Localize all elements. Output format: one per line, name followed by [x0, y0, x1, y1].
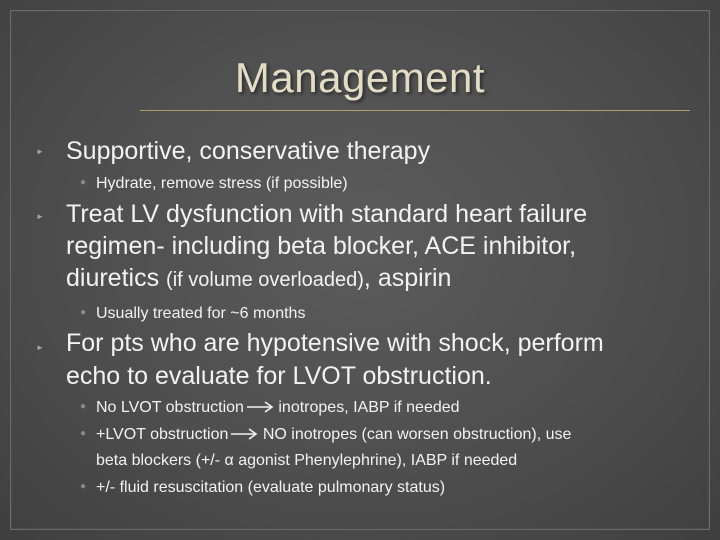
dot-bullet-icon: ● [80, 401, 87, 412]
bullet-3-sub-2 [96, 424, 696, 445]
bullet-2-line-3-b: (if volume overloaded) [166, 269, 364, 291]
slide-title: Management [234, 54, 486, 101]
dot-bullet-icon: ● [80, 307, 87, 318]
dot-bullet-icon: ● [80, 481, 87, 492]
bullet-3-sub-1-a: No LVOT obstruction [96, 399, 244, 416]
bullet-2-line-3-c: , aspirin [363, 264, 452, 292]
arrow-bullet-icon: ► [36, 147, 44, 156]
bullet-2-line-3 [66, 263, 696, 295]
arrow-bullet-icon: ► [36, 343, 44, 352]
arrow-right-icon [246, 401, 274, 413]
arrow-bullet-icon: ► [36, 212, 44, 221]
bullet-2-line-3-a: diuretics [66, 264, 167, 292]
arrow-right-icon [230, 428, 258, 440]
dot-bullet-icon: ● [80, 428, 87, 439]
bullet-3-sub-1-b: inotropes, IABP if needed [273, 399, 460, 416]
bullet-3-sub-2-line-2: beta blockers (+/- α agonist Phenylephrine), IABP if needed [96, 452, 518, 469]
bullet-2-line-2: regimen- including beta blocker, ACE inhibitor, [66, 232, 577, 260]
dot-bullet-icon: ● [80, 177, 87, 188]
bullet-2-line-1: Treat LV dysfunction with standard heart failure [66, 200, 588, 228]
bullet-3-sub-2-b: NO inotropes (can worsen obstruction), use [258, 426, 572, 443]
bullet-3-line-2: echo to evaluate for LVOT obstruction. [66, 362, 492, 390]
bullet-1-text: Supportive, conservative therapy [66, 137, 431, 165]
bullet-3-sub-3: +/- fluid resuscitation (evaluate pulmonary status) [96, 479, 446, 496]
bullet-2-sub-1: Usually treated for ~6 months [96, 305, 306, 322]
bullet-1-sub-1: Hydrate, remove stress (if possible) [96, 175, 348, 192]
bullet-3-line-1: For pts who are hypotensive with shock, perform [66, 329, 604, 357]
bullet-3-sub-2-a: +LVOT obstruction [96, 426, 229, 443]
bullet-3-sub-1 [96, 397, 696, 418]
